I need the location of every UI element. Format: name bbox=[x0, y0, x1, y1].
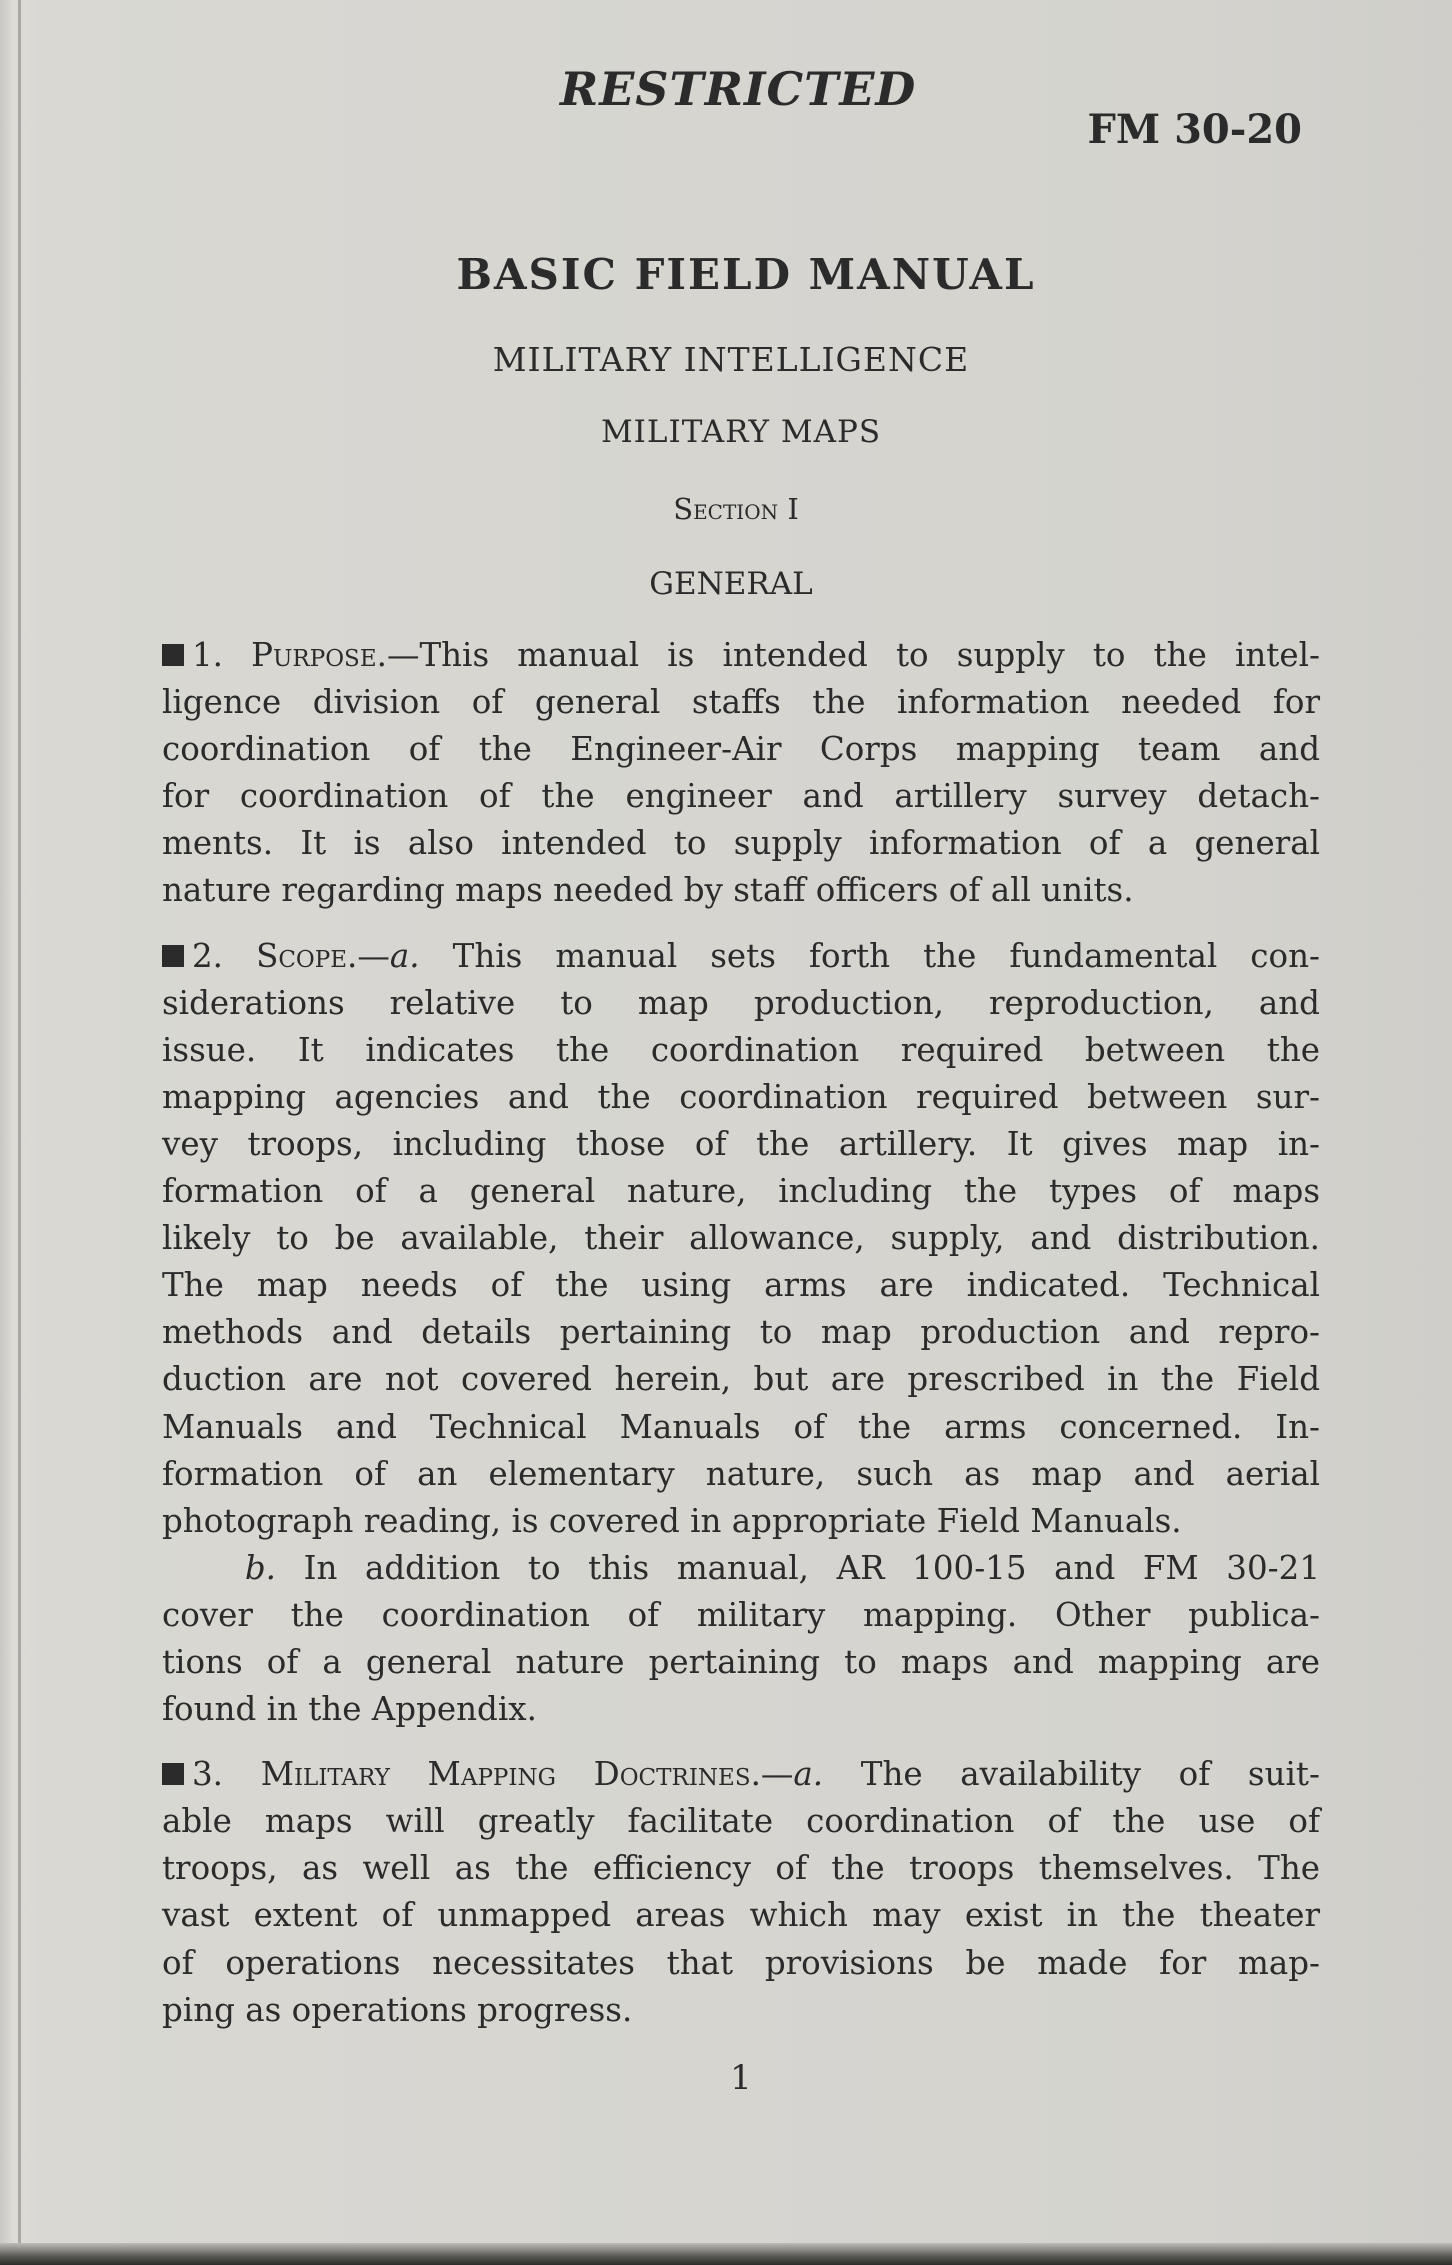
classification-marking: RESTRICTED bbox=[560, 62, 917, 116]
paragraph-purpose bbox=[162, 632, 1320, 915]
paragraph-line: vey troops, including those of the artillery. It gives map in- bbox=[162, 1124, 1320, 1163]
heading-dash: — bbox=[386, 636, 420, 674]
paragraph-heading: Purpose. bbox=[251, 636, 387, 674]
manual-number: FM 30-20 bbox=[1087, 106, 1302, 153]
paragraph-line: of operations necessitates that provisions be made for map- bbox=[162, 1943, 1320, 1982]
paragraph-line: siderations relative to map production, reproduction, and bbox=[162, 983, 1320, 1022]
paragraph-line: mapping agencies and the coordination required between sur- bbox=[162, 1077, 1320, 1116]
paragraph-heading: Military Mapping Doctrines. bbox=[260, 1755, 761, 1794]
section-number: I bbox=[787, 492, 799, 526]
paragraph-line: Manuals and Technical Manuals of the arms concerned. In- bbox=[162, 1407, 1320, 1446]
paragraph-scope bbox=[162, 933, 1320, 1545]
subparagraph-b bbox=[162, 1545, 1320, 1733]
section-name: GENERAL bbox=[649, 566, 813, 602]
paragraph-line: formation of an elementary nature, such as map and aerial bbox=[162, 1454, 1320, 1493]
subject-title: MILITARY INTELLIGENCE bbox=[492, 340, 970, 379]
section-heading bbox=[0, 492, 1452, 526]
paragraph-line: duction are not covered herein, but are prescribed in the Field bbox=[162, 1360, 1320, 1399]
heading-dash: — bbox=[357, 936, 390, 975]
page-number: 1 bbox=[730, 2058, 752, 2098]
subparagraph-label: b. bbox=[244, 1548, 276, 1587]
paragraph-line: nature regarding maps needed by staff officers of all units. bbox=[162, 871, 1134, 910]
paragraph-number: 3. bbox=[192, 1755, 224, 1794]
paragraph-mapping-doctrines bbox=[162, 1751, 1320, 2034]
paragraph-line: formation of a general nature, including the types of maps bbox=[162, 1172, 1320, 1211]
paragraph-line: The map needs of the using arms are indicated. Technical bbox=[162, 1266, 1320, 1305]
body-text bbox=[162, 632, 1320, 2034]
subparagraph-label: a. bbox=[389, 936, 420, 975]
paragraph-line: ligence division of general staffs the information needed for bbox=[162, 683, 1320, 722]
paragraph-marker bbox=[162, 945, 184, 967]
section-word: Section bbox=[673, 492, 779, 526]
paragraph-line: for coordination of the engineer and artillery survey detach- bbox=[162, 777, 1320, 816]
paragraph-marker bbox=[162, 1763, 184, 1785]
document-subtitle: MILITARY MAPS bbox=[600, 414, 882, 450]
paragraph-line: issue. It indicates the coordination required between the bbox=[162, 1030, 1320, 1069]
paragraph-marker bbox=[162, 644, 184, 666]
paragraph-line: coordination of the Engineer-Air Corps mapping team and bbox=[162, 730, 1320, 769]
subparagraph-label: a. bbox=[793, 1755, 824, 1794]
paragraph-line: 3. Military Mapping Doctrines.—a. The availability of suit- bbox=[162, 1751, 1320, 1798]
paragraph-line: 2. Scope.—a. This manual sets forth the fundamental con- bbox=[162, 933, 1320, 980]
paragraph-number: 2. bbox=[192, 936, 224, 975]
paragraph-line: likely to be available, their allowance, supply, and distribution. bbox=[162, 1219, 1320, 1258]
paragraph-line: cover the coordination of military mapping. Other publica- bbox=[162, 1595, 1320, 1634]
paragraph-line: ping as operations progress. bbox=[162, 1990, 633, 2029]
paragraph-line: b. In addition to this manual, AR 100-15 and FM 30-21 bbox=[244, 1548, 1320, 1587]
heading-dash: — bbox=[760, 1755, 794, 1794]
paragraph-line: able maps will greatly facilitate coordination of the use of bbox=[162, 1802, 1320, 1841]
paragraph-line: vast extent of unmapped areas which may exist in the theater bbox=[162, 1896, 1320, 1935]
paragraph-line: troops, as well as the efficiency of the troops themselves. The bbox=[162, 1849, 1320, 1888]
paragraph-line: tions of a general nature pertaining to maps and mapping are bbox=[162, 1642, 1320, 1681]
paragraph-line: ments. It is also intended to supply information of a general bbox=[162, 824, 1320, 863]
paragraph-line: photograph reading, is covered in appropriate Field Manuals. bbox=[162, 1501, 1182, 1540]
paragraph-line: methods and details pertaining to map production and repro- bbox=[162, 1313, 1320, 1352]
paragraph-heading: Scope. bbox=[256, 936, 358, 975]
manual-title: BASIC FIELD MANUAL bbox=[456, 250, 1036, 299]
paragraph-number: 1. bbox=[192, 636, 224, 674]
paragraph-line: 1. Purpose.—This manual is intended to supply to the intel- bbox=[162, 632, 1320, 679]
paragraph-line: found in the Appendix. bbox=[162, 1690, 537, 1729]
